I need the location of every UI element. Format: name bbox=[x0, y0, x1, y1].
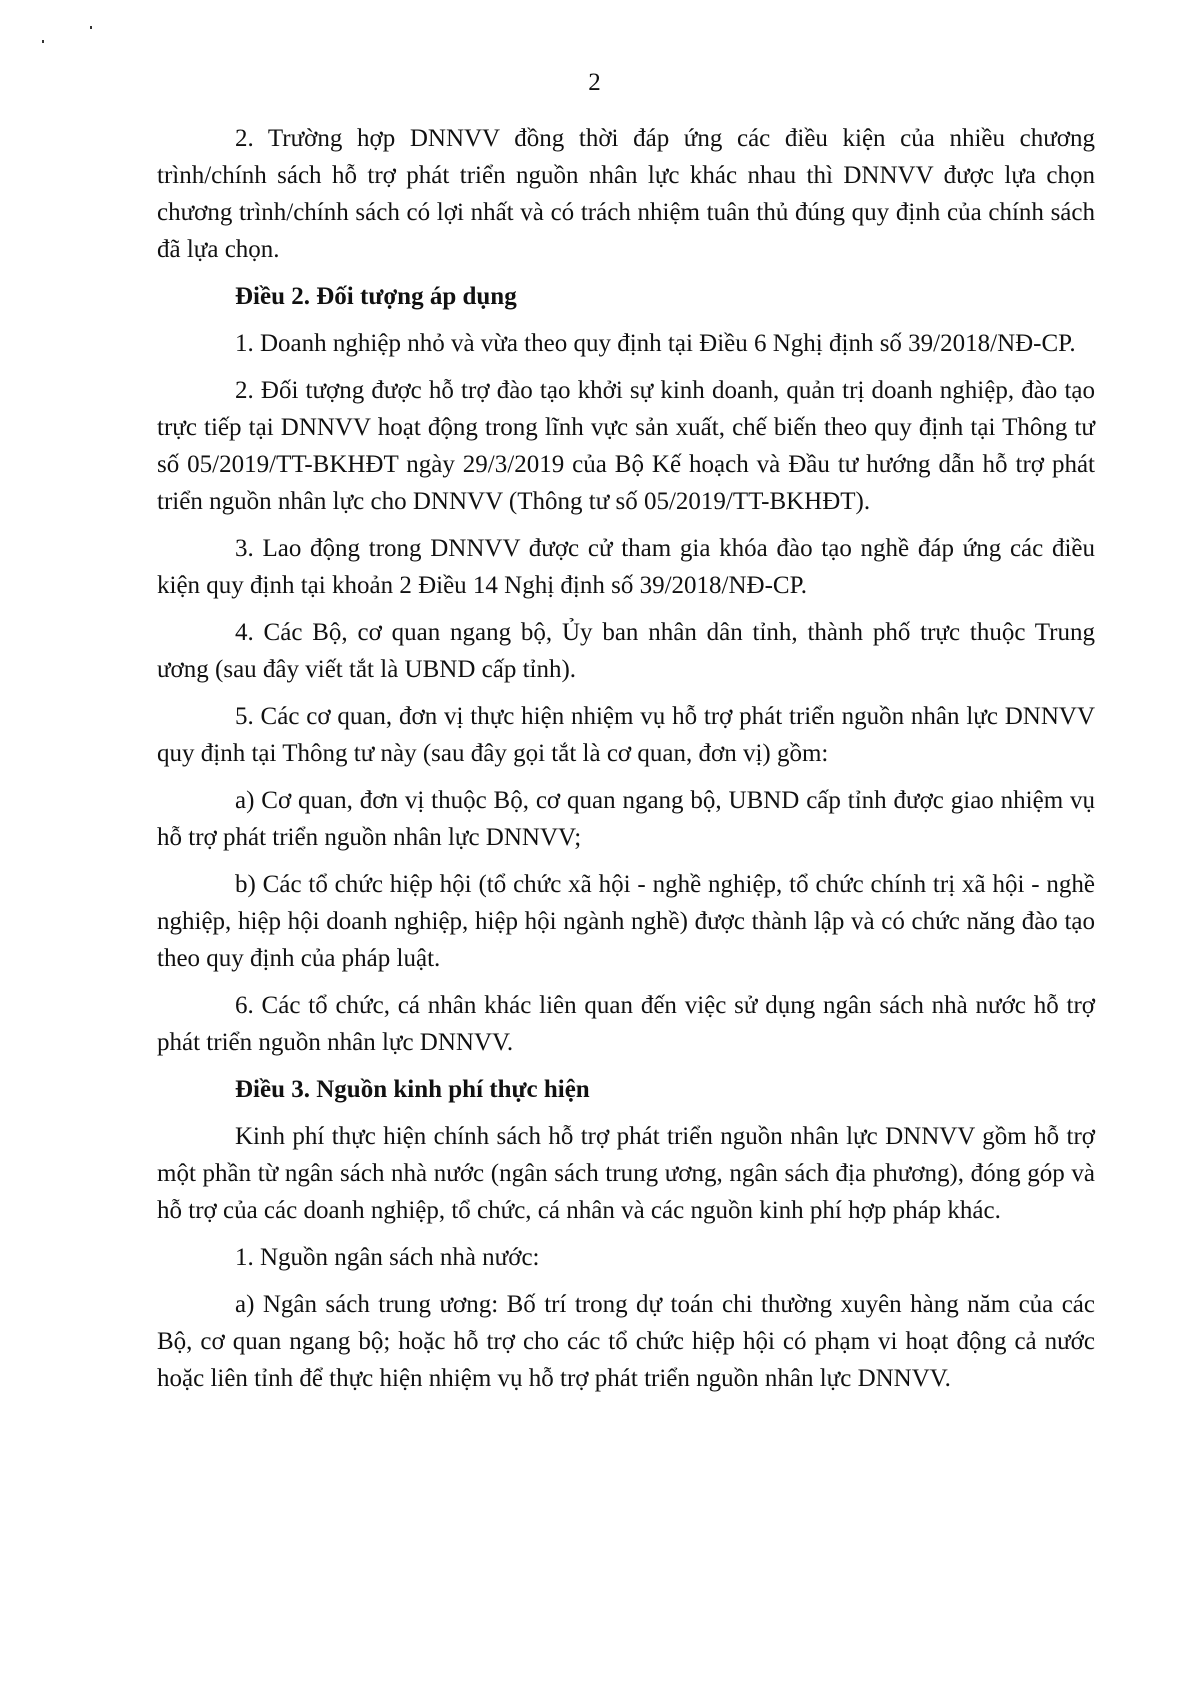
scan-speck bbox=[90, 26, 92, 29]
paragraph-2-choice: 2. Trường hợp DNNVV đồng thời đáp ứng các điều kiện của nhiều chương trình/chính sách hỗ trợ phát triển nguồn nhân lực khác nhau thì DNNVV được lựa chọn chương trình/chính sách có lợi nhất và có trách nhiệm tuân thủ đúng quy định của chính sách đã lựa chọn. bbox=[157, 125, 1095, 263]
paragraph-art2-item2: 2. Đối tượng được hỗ trợ đào tạo khởi sự kinh doanh, quản trị doanh nghiệp, đào tạo trực tiếp tại DNNVV hoạt động trong lĩnh vực sản xuất, chế biến theo quy định tại Thông tư số 05/2019/TT-BKHĐT ngày 29/3/2019 của Bộ Kế hoạch và Đầu tư hướng dẫn hỗ trợ phát triển nguồn nhân lực cho DNNVV (Thông tư số 05/2019/TT-BKHĐT). bbox=[157, 377, 1095, 515]
paragraph-art2-item6: 6. Các tổ chức, cá nhân khác liên quan đến việc sử dụng ngân sách nhà nước hỗ trợ phát triển nguồn nhân lực DNNVV. bbox=[157, 992, 1095, 1056]
paragraph-art3-intro: Kinh phí thực hiện chính sách hỗ trợ phát triển nguồn nhân lực DNNVV gồm hỗ trợ một phần từ ngân sách nhà nước (ngân sách trung ương, ngân sách địa phương), đóng góp và hỗ trợ của các doanh nghiệp, tổ chức, cá nhân và các nguồn kinh phí hợp pháp khác. bbox=[157, 1123, 1095, 1224]
paragraph-art2-item5: 5. Các cơ quan, đơn vị thực hiện nhiệm vụ hỗ trợ phát triển nguồn nhân lực DNNVV quy định tại Thông tư này (sau đây gọi tắt là cơ quan, đơn vị) gồm: bbox=[157, 703, 1095, 767]
article-2-heading: Điều 2. Đối tượng áp dụng bbox=[235, 283, 517, 310]
paragraph-art2-item3: 3. Lao động trong DNNVV được cử tham gia khóa đào tạo nghề đáp ứng các điều kiện quy định tại khoản 2 Điều 14 Nghị định số 39/2018/NĐ-CP. bbox=[157, 535, 1095, 599]
document-body bbox=[157, 120, 1095, 1407]
paragraph-art2-item1: 1. Doanh nghiệp nhỏ và vừa theo quy định tại Điều 6 Nghị định số 39/2018/NĐ-CP. bbox=[235, 330, 1076, 357]
paragraph-art2-item5b: b) Các tổ chức hiệp hội (tổ chức xã hội - nghề nghiệp, tổ chức chính trị xã hội - nghề nghiệp, hiệp hội doanh nghiệp, hiệp hội ngành nghề) được thành lập và có chức năng đào tạo theo quy định của pháp luật. bbox=[157, 871, 1095, 972]
page-number: 2 bbox=[588, 69, 601, 96]
scan-speck bbox=[42, 40, 44, 43]
paragraph-art2-item5a: a) Cơ quan, đơn vị thuộc Bộ, cơ quan ngang bộ, UBND cấp tỉnh được giao nhiệm vụ hỗ trợ phát triển nguồn nhân lực DNNVV; bbox=[157, 787, 1095, 851]
article-3-heading: Điều 3. Nguồn kinh phí thực hiện bbox=[235, 1076, 590, 1103]
paragraph-art3-item1a: a) Ngân sách trung ương: Bố trí trong dự toán chi thường xuyên hàng năm của các Bộ, cơ quan ngang bộ; hoặc hỗ trợ cho các tổ chức hiệp hội có phạm vi hoạt động cả nước hoặc liên tỉnh để thực hiện nhiệm vụ hỗ trợ phát triển nguồn nhân lực DNNVV. bbox=[157, 1291, 1095, 1392]
paragraph-art3-item1: 1. Nguồn ngân sách nhà nước: bbox=[235, 1244, 540, 1271]
paragraph-art2-item4: 4. Các Bộ, cơ quan ngang bộ, Ủy ban nhân dân tỉnh, thành phố trực thuộc Trung ương (sau đây viết tắt là UBND cấp tỉnh). bbox=[157, 619, 1095, 683]
